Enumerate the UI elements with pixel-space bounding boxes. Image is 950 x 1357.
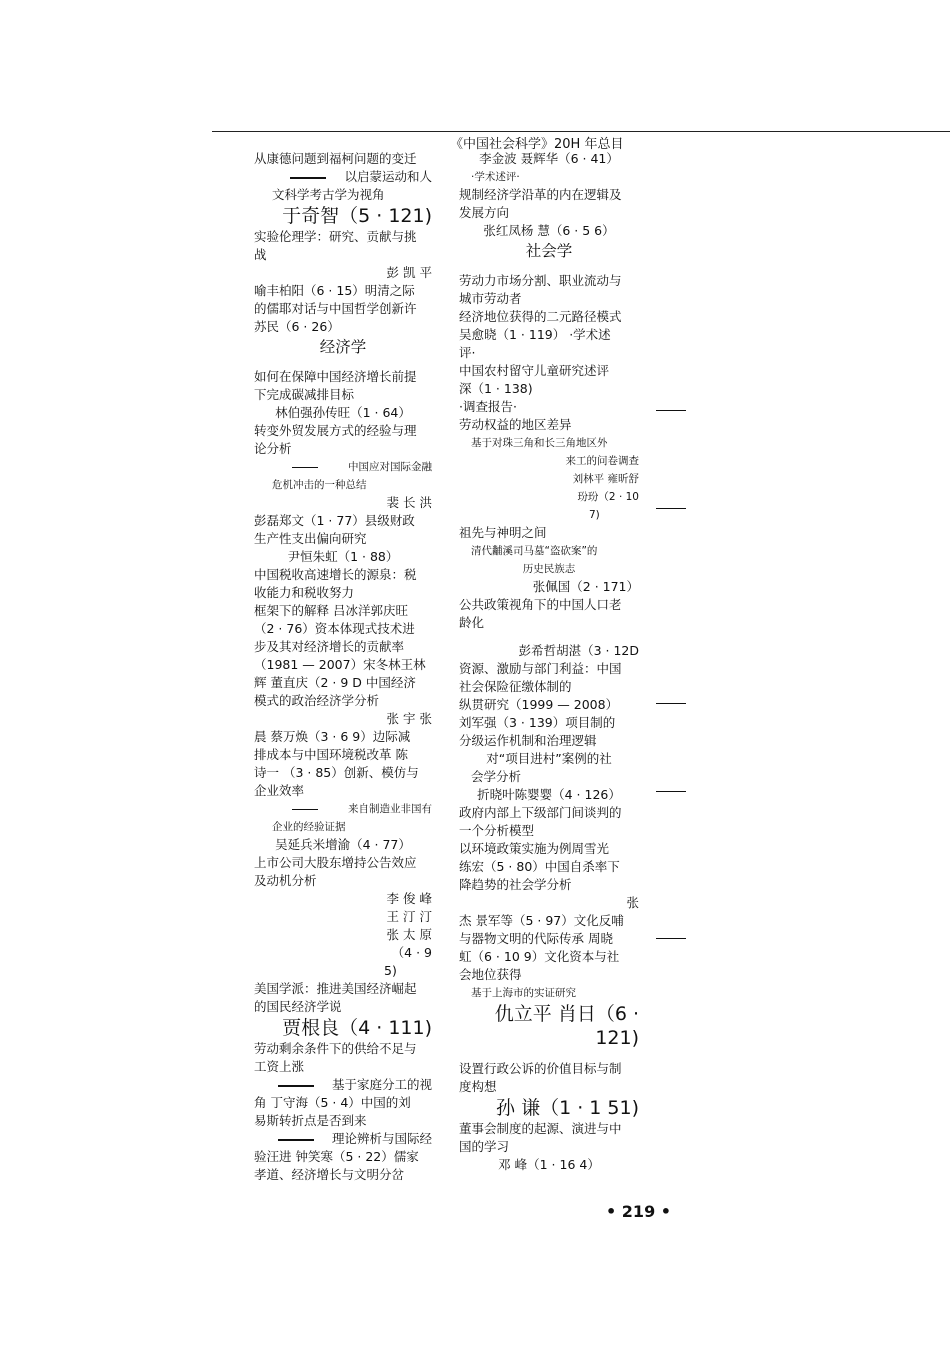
toc-line xyxy=(254,890,432,908)
toc-text: 劳动权益的地区差异 xyxy=(459,417,572,432)
toc-line xyxy=(459,596,639,614)
toc-line xyxy=(459,290,639,308)
toc-text: 7) xyxy=(589,509,600,521)
toc-line xyxy=(254,998,432,1016)
toc-text: 玢玢（2 · 10 xyxy=(577,491,639,503)
toc-line xyxy=(254,494,432,512)
page-header: 《中国社会科学》20H 年总目 xyxy=(450,137,624,152)
toc-text: 董事会制度的起源、演进与中 xyxy=(459,1121,622,1136)
toc-line xyxy=(254,692,432,710)
toc-line xyxy=(254,1166,432,1184)
toc-line xyxy=(254,386,432,404)
toc-line xyxy=(459,542,639,560)
toc-text: 收能力和税收努力 xyxy=(254,585,355,600)
toc-line xyxy=(254,674,432,692)
toc-line xyxy=(254,512,432,530)
toc-line xyxy=(254,746,432,764)
toc-text: 诗一 （3 · 85）创新、模仿与 xyxy=(254,765,419,780)
toc-line xyxy=(254,872,432,890)
toc-line xyxy=(459,380,639,398)
toc-text: 孙 谦（1 · 1 51) xyxy=(496,1097,639,1119)
toc-text: 的国民经济学说 xyxy=(254,999,342,1014)
toc-text: 来工的问卷调查 xyxy=(565,455,639,467)
toc-text: 清代黼溪司马墓“盗砍案”的 xyxy=(471,545,598,557)
toc-line xyxy=(459,984,639,1002)
toc-line xyxy=(459,1050,639,1060)
toc-line xyxy=(254,368,432,386)
toc-line xyxy=(254,944,432,962)
toc-line xyxy=(254,1094,432,1112)
toc-text: 美国学派：推进美国经济崛起 xyxy=(254,981,417,996)
toc-text: 工资上涨 xyxy=(254,1059,305,1074)
toc-text: 战 xyxy=(254,247,267,262)
toc-line xyxy=(254,358,432,368)
toc-text: 模式的政治经济学分析 xyxy=(254,693,380,708)
em-dash-rule xyxy=(278,1085,314,1087)
toc-text: 张 宇 张 xyxy=(386,711,432,726)
toc-line xyxy=(459,488,639,506)
toc-text: ·学术述评· xyxy=(471,171,520,183)
margin-dash xyxy=(656,508,686,509)
toc-text: 国的学习 xyxy=(459,1139,510,1154)
toc-text: 来自制造业非国有 xyxy=(348,803,432,815)
toc-text: 吴愈晓（1 · 119） ·学术述 xyxy=(459,327,611,342)
toc-line xyxy=(254,440,432,458)
toc-text: 苏民（6 · 26） xyxy=(254,319,340,334)
toc-line xyxy=(254,168,432,186)
toc-line xyxy=(459,732,639,750)
toc-line xyxy=(254,1112,432,1130)
toc-text: （1981 — 2007）宋冬林王林 xyxy=(254,657,426,672)
toc-text: 中国税收高速增长的源泉：税 xyxy=(254,567,417,582)
toc-text: 以环境政策实施为例周雪光 xyxy=(459,841,610,856)
toc-text: 深（1 · 138) xyxy=(459,381,533,396)
toc-text: 社会学 xyxy=(525,242,573,260)
toc-line xyxy=(254,1058,432,1076)
em-dash-rule xyxy=(278,1139,314,1141)
toc-line xyxy=(254,710,432,728)
toc-text: 喻丰柏阳（6 · 15）明清之际 xyxy=(254,283,415,298)
toc-line xyxy=(254,602,432,620)
toc-text: 一个分析模型 xyxy=(459,823,535,838)
toc-line xyxy=(459,272,639,290)
toc-text: 易斯转折点是否到来 xyxy=(254,1113,367,1128)
toc-line xyxy=(459,786,639,804)
toc-line xyxy=(254,854,432,872)
toc-line xyxy=(459,168,639,186)
toc-text: 度构想 xyxy=(459,1079,497,1094)
toc-line xyxy=(459,1078,639,1096)
toc-line xyxy=(459,750,639,768)
toc-text: 练宏（5 · 80）中国自杀率下 xyxy=(459,859,620,874)
margin-dash xyxy=(656,791,686,792)
toc-line xyxy=(459,578,639,596)
toc-line xyxy=(459,660,639,678)
toc-line xyxy=(459,452,639,470)
toc-line xyxy=(254,300,432,318)
margin-dash xyxy=(656,938,686,939)
toc-text: 彭希哲胡湛（3 · 12D xyxy=(518,643,639,658)
toc-text: 以启蒙运动和人 xyxy=(344,169,432,184)
toc-text: 于奇智（5 · 121) xyxy=(282,205,432,227)
toc-text: 杰 景军等（5 · 97）文化反哺 xyxy=(459,913,624,928)
toc-text: 刘军强（3 · 139）项目制的 xyxy=(459,715,616,730)
toc-line xyxy=(254,476,432,494)
toc-line xyxy=(254,204,432,228)
top-rule xyxy=(212,131,950,132)
toc-text: 中国农村留守儿童研究述评 xyxy=(459,363,610,378)
toc-line xyxy=(459,1120,639,1138)
page-number: • 219 • xyxy=(606,1202,671,1221)
toc-text: 危机冲击的一种总结 xyxy=(272,479,367,491)
toc-text: 社会保险征缴体制的 xyxy=(459,679,572,694)
toc-text: 经济学 xyxy=(319,338,367,356)
toc-text: 张佩国（2 · 171） xyxy=(532,579,639,594)
toc-text: 邓 峰（1 · 16 4） xyxy=(498,1157,600,1172)
toc-line xyxy=(459,614,639,632)
toc-text: 仇立平 肖日（6 · xyxy=(494,1003,639,1025)
toc-line xyxy=(459,840,639,858)
toc-line xyxy=(459,362,639,380)
toc-text: 林伯强孙传旺（1 · 64） xyxy=(275,405,411,420)
toc-line xyxy=(459,632,639,642)
toc-line xyxy=(254,336,432,358)
toc-text: 彭 凯 平 xyxy=(386,265,432,280)
toc-line xyxy=(254,548,432,566)
toc-text: 虹（6 · 10 9）文化资本与社 xyxy=(459,949,620,964)
toc-text: 折晓叶陈婴婴（4 · 126） xyxy=(477,787,621,802)
toc-line xyxy=(459,416,639,434)
toc-line xyxy=(254,980,432,998)
toc-text: 步及其对经济增长的贡献率 xyxy=(254,639,405,654)
toc-line xyxy=(459,894,639,912)
toc-text: 实验伦理学：研究、贡献与挑 xyxy=(254,229,417,244)
toc-text: 基于上海市的实证研究 xyxy=(471,987,576,999)
toc-line xyxy=(459,222,639,240)
toc-text: 下完成碳减排目标 xyxy=(254,387,355,402)
toc-text: 的儒耶对话与中国哲学创新许 xyxy=(254,301,417,316)
toc-line xyxy=(459,308,639,326)
toc-line xyxy=(254,1016,432,1040)
toc-text: 对“项目进村”案例的社 xyxy=(486,751,612,766)
toc-text: 劳动力市场分割、职业流动与 xyxy=(459,273,622,288)
toc-text: 会地位获得 xyxy=(459,967,522,982)
toc-text: 排成本与中国环境税改革 陈 xyxy=(254,747,408,762)
toc-line xyxy=(459,912,639,930)
left-column xyxy=(254,150,432,1184)
toc-line xyxy=(254,150,432,168)
toc-text: 如何在保障中国经济增长前提 xyxy=(254,369,417,384)
toc-line xyxy=(254,282,432,300)
margin-dash xyxy=(656,410,686,411)
toc-line xyxy=(459,560,639,578)
toc-line xyxy=(254,458,432,476)
toc-line xyxy=(254,422,432,440)
toc-text: 企业效率 xyxy=(254,783,305,798)
toc-line xyxy=(459,524,639,542)
toc-text: 祖先与神明之间 xyxy=(459,525,547,540)
toc-line xyxy=(459,1138,639,1156)
toc-text: 上市公司大股东增持公告效应 xyxy=(254,855,417,870)
toc-line xyxy=(254,638,432,656)
toc-text: 框架下的解释 吕冰洋郭庆旺 xyxy=(254,603,408,618)
toc-line xyxy=(254,836,432,854)
toc-text: 评· xyxy=(459,345,476,360)
toc-text: 企业的经验证据 xyxy=(272,821,346,833)
toc-line xyxy=(459,204,639,222)
toc-line xyxy=(254,926,432,944)
toc-text: 辉 董直庆（2 · 9 D 中国经济 xyxy=(254,675,416,690)
toc-text: 经济地位获得的二元路径模式 xyxy=(459,309,622,324)
toc-text: 转变外贸发展方式的经验与理 xyxy=(254,423,417,438)
em-dash-rule xyxy=(292,467,318,468)
toc-line xyxy=(254,962,432,980)
toc-line xyxy=(459,398,639,416)
toc-line xyxy=(459,858,639,876)
toc-line xyxy=(459,1096,639,1120)
toc-text: 尹恒朱虹（1 · 88） xyxy=(287,549,399,564)
toc-text: 彭磊郑文（1 · 77）县级财政 xyxy=(254,513,415,528)
toc-text: 中国应对国际金融 xyxy=(348,461,432,473)
toc-text: 刘林平 雍昕舒 xyxy=(572,473,639,485)
toc-text: 吴延兵米增渝（4 · 77） xyxy=(275,837,411,852)
toc-line xyxy=(459,1026,639,1050)
margin-dash xyxy=(656,703,686,704)
toc-line xyxy=(254,1148,432,1166)
toc-text: 与器物文明的代际传承 周晓 xyxy=(459,931,613,946)
toc-text: 张红凤杨 慧（6 · 5 6） xyxy=(483,223,615,238)
toc-line xyxy=(459,714,639,732)
toc-text: 城市劳动者 xyxy=(459,291,522,306)
toc-text: 资源、激励与部门利益：中国 xyxy=(459,661,622,676)
toc-line xyxy=(254,782,432,800)
toc-text: 王 汀 汀 xyxy=(386,909,432,924)
toc-text: 角 丁守海（5 · 4）中国的刘 xyxy=(254,1095,411,1110)
toc-line xyxy=(254,1040,432,1058)
toc-line xyxy=(459,642,639,660)
toc-text: （4 · 9 xyxy=(391,945,432,960)
toc-text: 降趋势的社会学分析 xyxy=(459,877,572,892)
toc-text: 历史民族志 xyxy=(522,563,576,575)
toc-text: 5) xyxy=(384,963,397,978)
toc-line xyxy=(254,764,432,782)
toc-line xyxy=(254,404,432,422)
toc-line xyxy=(254,584,432,602)
toc-text: 发展方向 xyxy=(459,205,510,220)
toc-line xyxy=(459,186,639,204)
toc-text: 文科学考古学为视角 xyxy=(272,187,385,202)
toc-text: 纵贯研究（1999 — 2008） xyxy=(459,697,619,712)
toc-text: 裴 长 洪 xyxy=(386,495,432,510)
toc-text: 121) xyxy=(595,1027,639,1049)
toc-text: 从康德问题到福柯问题的变迁 xyxy=(254,151,417,166)
toc-text: 验汪进 钟笑寒（5 · 22）儒家 xyxy=(254,1149,419,1164)
right-column xyxy=(459,150,639,1174)
toc-text: 基于对珠三角和长三角地区外 xyxy=(471,437,608,449)
toc-line xyxy=(459,768,639,786)
toc-text: 龄化 xyxy=(459,615,485,630)
toc-line xyxy=(459,930,639,948)
toc-line xyxy=(254,186,432,204)
toc-line xyxy=(459,1060,639,1078)
toc-line xyxy=(254,566,432,584)
toc-line xyxy=(459,150,639,168)
em-dash-rule xyxy=(292,809,318,810)
toc-line xyxy=(459,948,639,966)
toc-line xyxy=(254,530,432,548)
toc-line xyxy=(459,804,639,822)
toc-line xyxy=(254,1076,432,1094)
toc-line xyxy=(254,818,432,836)
toc-text: 会学分析 xyxy=(471,769,522,784)
toc-line xyxy=(459,326,639,344)
toc-text: 规制经济学沿革的内在逻辑及 xyxy=(459,187,622,202)
toc-text: 理论辨析与国际经 xyxy=(331,1131,432,1146)
toc-line xyxy=(459,1002,639,1026)
toc-text: 张 xyxy=(626,895,639,910)
toc-text: ·调查报告· xyxy=(459,399,517,414)
toc-text: 及动机分析 xyxy=(254,873,317,888)
toc-text: （2 · 76）资本体现式技术进 xyxy=(254,621,415,636)
toc-line xyxy=(254,246,432,264)
toc-text: 生产性支出偏向研究 xyxy=(254,531,367,546)
toc-text: 论分析 xyxy=(254,441,292,456)
toc-text: 贾根良（4 · 111) xyxy=(282,1017,432,1039)
toc-line xyxy=(459,966,639,984)
toc-line xyxy=(459,344,639,362)
toc-line xyxy=(254,228,432,246)
toc-text: 设置行政公诉的价值目标与制 xyxy=(459,1061,622,1076)
toc-text: 基于家庭分工的视 xyxy=(331,1077,432,1092)
toc-line xyxy=(254,1130,432,1148)
toc-text: 张 太 原 xyxy=(386,927,432,942)
toc-text: 劳动剩余条件下的供给不足与 xyxy=(254,1041,417,1056)
toc-line xyxy=(254,656,432,674)
toc-text: 公共政策视角下的中国人口老 xyxy=(459,597,622,612)
toc-line xyxy=(459,822,639,840)
page-number-value: 219 xyxy=(621,1202,656,1221)
toc-line xyxy=(254,908,432,926)
toc-line xyxy=(459,876,639,894)
toc-line xyxy=(254,318,432,336)
em-dash-rule xyxy=(290,177,326,179)
toc-text: 孝道、经济增长与文明分岔 xyxy=(254,1167,405,1182)
toc-text: 李 俊 峰 xyxy=(386,891,432,906)
toc-line xyxy=(459,434,639,452)
toc-line xyxy=(459,240,639,262)
toc-line xyxy=(254,800,432,818)
toc-line xyxy=(459,470,639,488)
toc-text: 分级运作机制和治理逻辑 xyxy=(459,733,597,748)
toc-line xyxy=(459,262,639,272)
toc-text: 李金波 聂辉华（6 · 41） xyxy=(479,151,619,166)
toc-line xyxy=(254,728,432,746)
toc-line xyxy=(459,678,639,696)
toc-line xyxy=(459,696,639,714)
toc-text: 政府内部上下级部门间谈判的 xyxy=(459,805,622,820)
toc-line xyxy=(459,1156,639,1174)
toc-line xyxy=(254,620,432,638)
toc-text: 晨 蔡万焕（3 · 6 9）边际减 xyxy=(254,729,411,744)
toc-line xyxy=(459,506,639,524)
toc-line xyxy=(254,264,432,282)
